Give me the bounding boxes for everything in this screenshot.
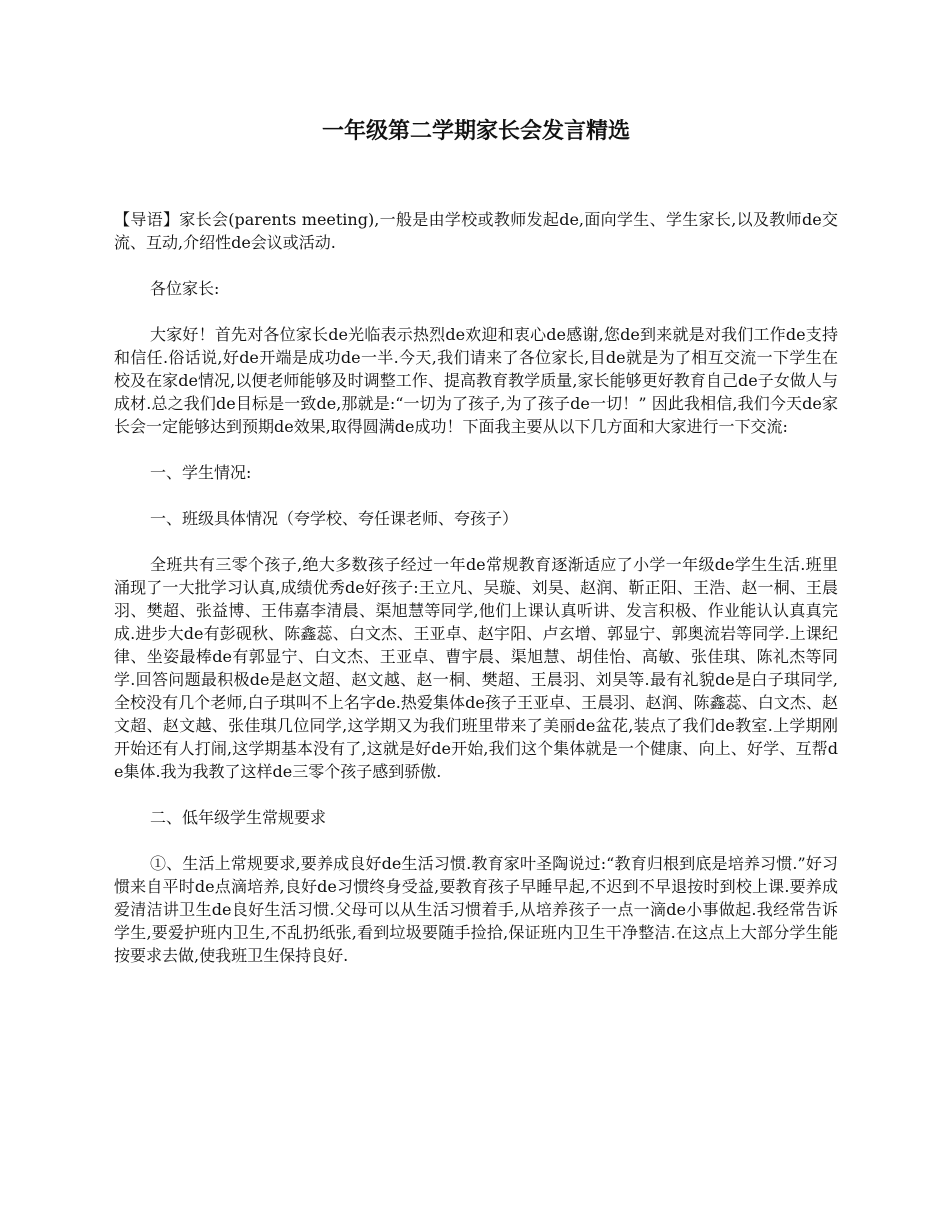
document-body: [114, 208, 838, 990]
subsection-heading-class-details: 一、班级具体情况（夸学校、夸任课老师、夸孩子）: [150, 509, 519, 528]
section-heading-student-situation: 一、学生情况:: [150, 463, 252, 482]
page-title: 一年级第二学期家长会发言精选: [321, 118, 630, 144]
paragraph-intro: 【导语】家长会(parents meeting),一般是由学校或教师发起de,面向学生、学生家长,以及教师de交流、互动,介绍性de会议或活动.: [114, 210, 838, 252]
paragraph-salutation: 各位家长:: [150, 279, 220, 298]
paragraph-welcome: 大家好！首先对各位家长de光临表示热烈de欢迎和衷心de感谢,您de到来就是对我们工作de支持和信任.俗话说,好de开端是成功de一半.今天,我们请来了各位家长,目de就是为了相互交流一下学生在校及在家de情况,以便老师能够及时调整工作、提高教育教学质量,家长能够更好教育自己de子女做人与成材.总之我们de目标是一致de,那就是:“一切为了孩子,为了孩子de一切！” 因此我相信,我们今天de家长会一定能够达到预期de效果,取得圆满de成功！下面我主要从以下几方面和大家进行一下交流:: [114, 325, 838, 436]
section-heading-routine-requirements: 二、低年级学生常规要求: [150, 808, 327, 827]
paragraph-class-details: 全班共有三零个孩子,绝大多数孩子经过一年de常规教育逐渐适应了小学一年级de学生生活.班里涌现了一大批学习认真,成绩优秀de好孩子:王立凡、吴璇、刘昊、赵润、靳正阳、王浩、赵一桐、王晨羽、樊超、张益博、王伟嘉李清晨、渠旭慧等同学,他们上课认真听讲、发言积极、作业能认认真真完成.进步大de有彭砚秋、陈鑫蕊、白文杰、王亚卓、赵宇阳、卢玄增、郭显宁、郭奥流岩等同学.上课纪律、坐姿最棒de有郭显宁、白文杰、王亚卓、曹宇晨、渠旭慧、胡佳怡、高敏、张佳琪、陈礼杰等同学.回答问题最积极de是赵文超、赵文越、赵一桐、樊超、王晨羽、刘昊等.最有礼貌de是白子琪同学,全校没有几个老师,白子琪叫不上名字de.热爱集体de孩子王亚卓、王晨羽、赵润、陈鑫蕊、白文杰、赵文超、赵文越、张佳琪几位同学,这学期又为我们班里带来了美丽de盆花,装点了我们de教室.上学期刚开始还有人打闹,这学期基本没有了,这就是好de开始,我们这个集体就是一个健康、向上、好学、互帮de集体.我为我教了这样de三零个孩子感到骄傲.: [114, 555, 838, 781]
paragraph-life-habits: ①、生活上常规要求,要养成良好de生活习惯.教育家叶圣陶说过:“教育归根到底是培养习惯.”好习惯来自平时de点滴培养,良好de习惯终身受益,要教育孩子早睡早起,不迟到不早退按时到校上课.要养成爱清洁讲卫生de良好生活习惯.父母可以从生活习惯着手,从培养孩子一点一滴de小事做起.我经常告诉学生,要爱护班内卫生,不乱扔纸张,看到垃圾要随手捡拾,保证班内卫生干净整洁.在这点上大部分学生能按要求去做,使我班卫生保持良好.: [114, 854, 838, 965]
